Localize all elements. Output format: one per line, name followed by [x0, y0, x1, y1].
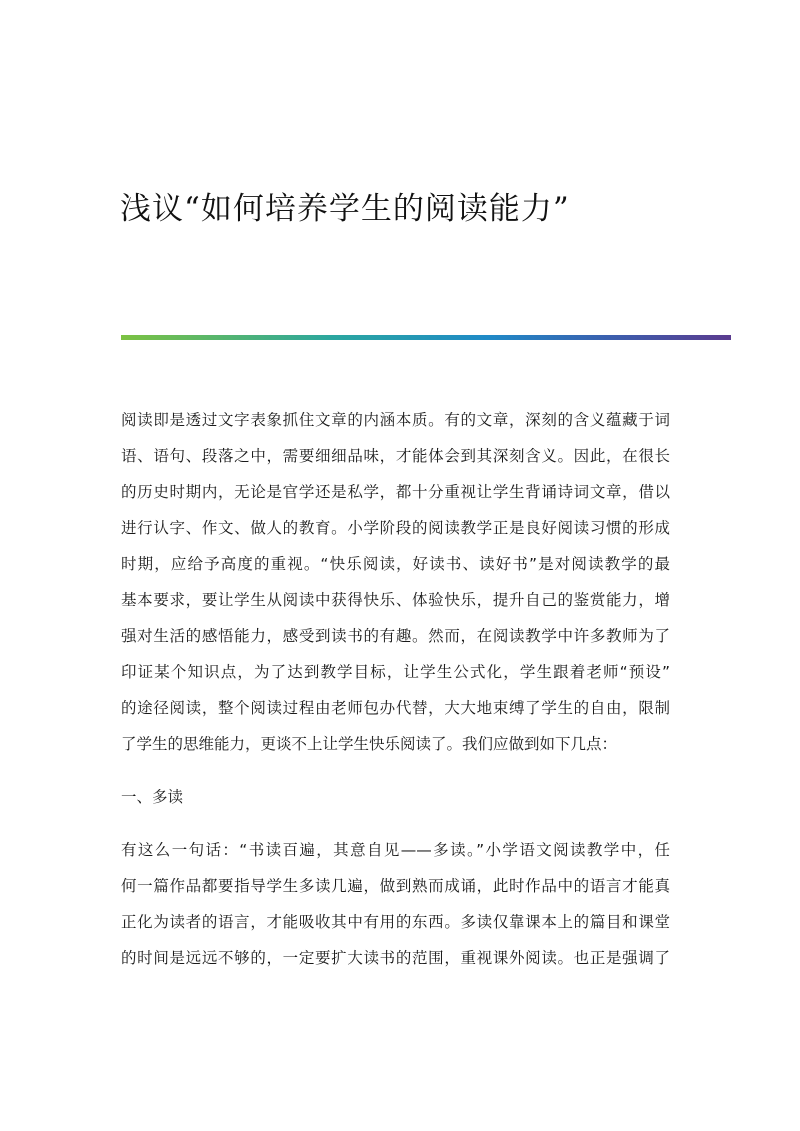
text-line: 印证某个知识点，为了达到教学目标，让学生公式化，学生跟着老师“预设” [121, 663, 670, 681]
text-line: 基本要求，要让学生从阅读中获得快乐、体验快乐，提升自己的鉴赏能力，增 [121, 591, 670, 609]
text-line: 的时间是远远不够的，一定要扩大读书的范围，重视课外阅读。也正是强调了 [121, 949, 670, 967]
section-heading-1: 一、多读 [121, 788, 184, 806]
title-divider [121, 335, 731, 340]
text-line: 正化为读者的语言，才能吸收其中有用的东西。多读仅靠课本上的篇目和课堂 [121, 913, 670, 931]
text-line: 有这么一句话：“书读百遍，其意自见——多读。”小学语文阅读教学中，任 [121, 841, 670, 859]
text-line: 进行认字、作文、做人的教育。小学阶段的阅读教学正是良好阅读习惯的形成 [121, 519, 670, 537]
text-line: 了学生的思维能力，更谈不上让学生快乐阅读了。我们应做到如下几点： [121, 735, 618, 753]
text-line: 阅读即是透过文字表象抓住文章的内涵本质。有的文章，深刻的含义蕴藏于词 [121, 411, 670, 429]
paragraph-2 [121, 832, 670, 976]
text-line: 语、语句、段落之中，需要细细品味，才能体会到其深刻含义。因此，在很长 [121, 447, 670, 465]
text-line: 的途径阅读，整个阅读过程由老师包办代替，大大地束缚了学生的自由，限制 [121, 699, 670, 717]
text-line: 时期，应给予高度的重视。“快乐阅读，好读书、读好书”是对阅读教学的最 [121, 555, 670, 573]
paragraph-1 [121, 402, 670, 762]
document-title: 浅议“如何培养学生的阅读能力” [120, 191, 570, 227]
text-line: 强对生活的感悟能力，感受到读书的有趣。然而，在阅读教学中许多教师为了 [121, 627, 670, 645]
text-line: 何一篇作品都要指导学生多读几遍，做到熟而成诵，此时作品中的语言才能真 [121, 877, 670, 895]
document-body [121, 402, 670, 976]
text-line: 的历史时期内，无论是官学还是私学，都十分重视让学生背诵诗词文章，借以 [121, 483, 670, 501]
